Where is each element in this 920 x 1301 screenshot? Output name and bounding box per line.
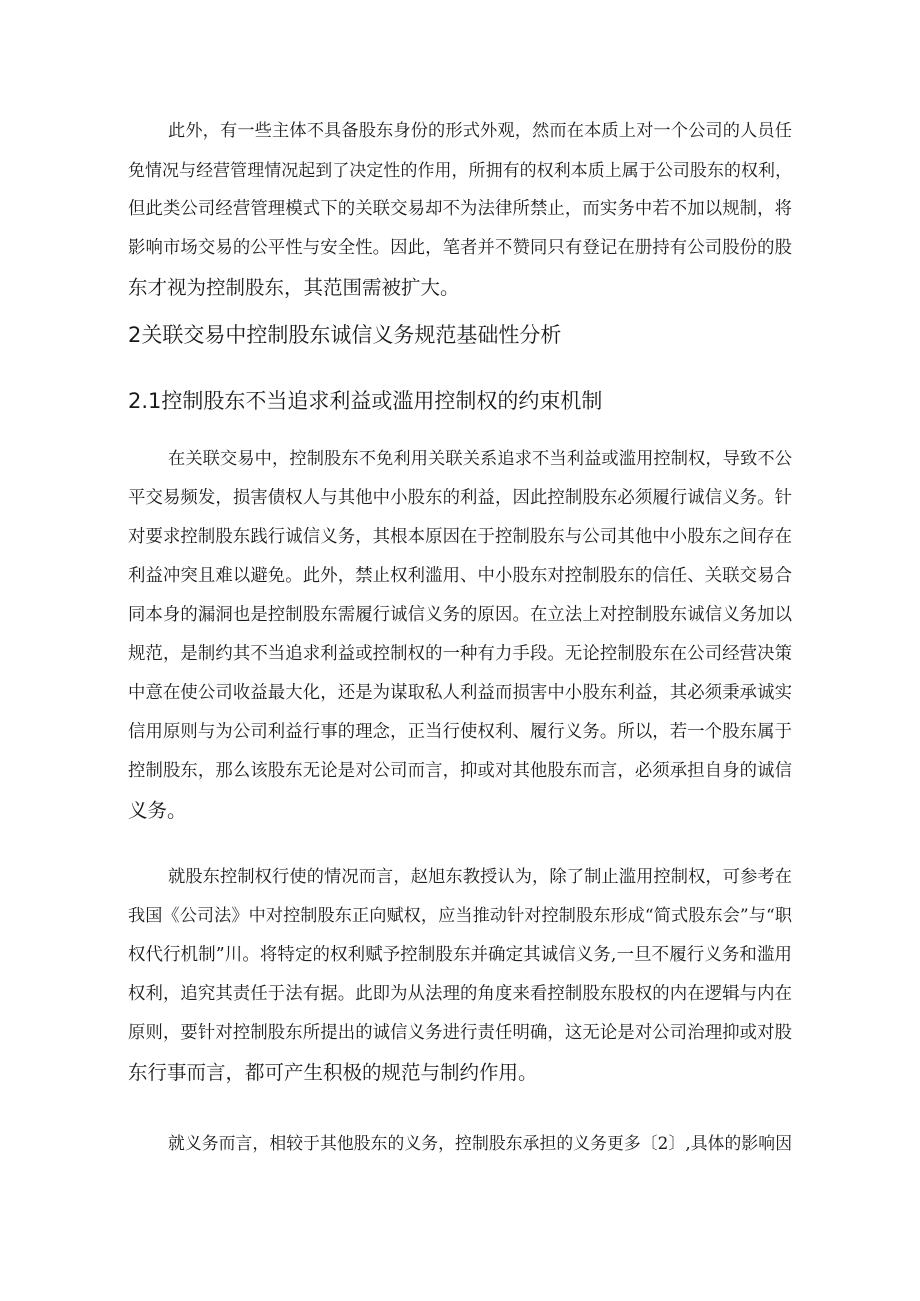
paragraph-line: 影响市场交易的公平性与安全性。因此，笔者并不赞同只有登记在册持有公司股份的股 (128, 238, 792, 258)
paragraph-line: 就义务而言，相较于其他股东的义务，控制股东承担的义务更多〔2〕,具体的影响因 (168, 1133, 792, 1153)
section-heading-2: 2关联交易中控制股东诚信义务规范基础性分析 (128, 323, 562, 347)
paragraph-2 (128, 440, 792, 830)
paragraph-line: 在关联交易中，控制股东不免利用关联关系追求不当利益或滥用控制权，导致不公 (168, 449, 792, 469)
paragraph-line: 权利，追究其责任于法有据。此即为从法理的角度来看控制股东股权的内在逻辑与内在 (128, 984, 792, 1004)
paragraph-line: 对要求控制股东践行诚信义务，其根本原因在于控制股东与公司其他中小股东之间存在 (128, 527, 792, 547)
section-heading-2-1: 2.1控制股东不当追求利益或滥用控制权的约束机制 (128, 389, 603, 413)
paragraph-4 (128, 1124, 792, 1163)
paragraph-line: 东才视为控制股东，其范围需被扩大。 (128, 276, 460, 299)
paragraph-1 (128, 112, 792, 307)
paragraph-line: 免情况与经营管理情况起到了决定性的作用，所拥有的权利本质上属于公司股东的权利， (128, 160, 792, 180)
paragraph-line: 同本身的漏洞也是控制股东需履行诚信义务的原因。在立法上对控制股东诚信义务加以 (128, 605, 792, 625)
paragraph-line: 东行事而言，都可产生积极的规范与制约作用。 (128, 1061, 538, 1084)
paragraph-line: 中意在使公司收益最大化，还是为谋取私人利益而损害中小股东利益，其必须秉承诚实 (128, 683, 792, 703)
paragraph-line: 平交易频发，损害债权人与其他中小股东的利益，因此控制股东必须履行诚信义务。针 (128, 488, 792, 508)
paragraph-line: 但此类公司经营管理模式下的关联交易却不为法律所禁止，而实务中若不加以规制，将 (128, 199, 792, 219)
paragraph-3 (128, 858, 792, 1092)
paragraph-line: 我国《公司法》中对控制股东正向赋权，应当推动针对控制股东形成“简式股东会”与“职 (128, 906, 792, 926)
paragraph-line: 规范，是制约其不当追求利益或控制权的一种有力手段。无论控制股东在公司经营决策 (128, 644, 792, 664)
paragraph-line: 就股东控制权行使的情况而言，赵旭东教授认为，除了制止滥用控制权，可参考在 (168, 867, 792, 887)
paragraph-line: 此外，有一些主体不具备股东身份的形式外观，然而在本质上对一个公司的人员任 (168, 121, 792, 141)
paragraph-line: 利益冲突且难以避免。此外，禁止权利滥用、中小股东对控制股东的信任、关联交易合 (128, 566, 792, 586)
paragraph-line: 原则，要针对控制股东所提出的诚信义务进行责任明确，这无论是对公司治理抑或对股 (128, 1023, 792, 1043)
paragraph-line: 义务。 (128, 799, 187, 822)
paragraph-line: 信用原则与为公司利益行事的理念，正当行使权利、履行义务。所以，若一个股东属于 (128, 722, 792, 742)
paragraph-line: 权代行机制”川。将特定的权利赋予控制股东并确定其诚信义务,一旦不履行义务和滥用 (128, 945, 792, 965)
paragraph-line: 控制股东，那么该股东无论是对公司而言，抑或对其他股东而言，必须承担自身的诚信 (128, 761, 792, 781)
